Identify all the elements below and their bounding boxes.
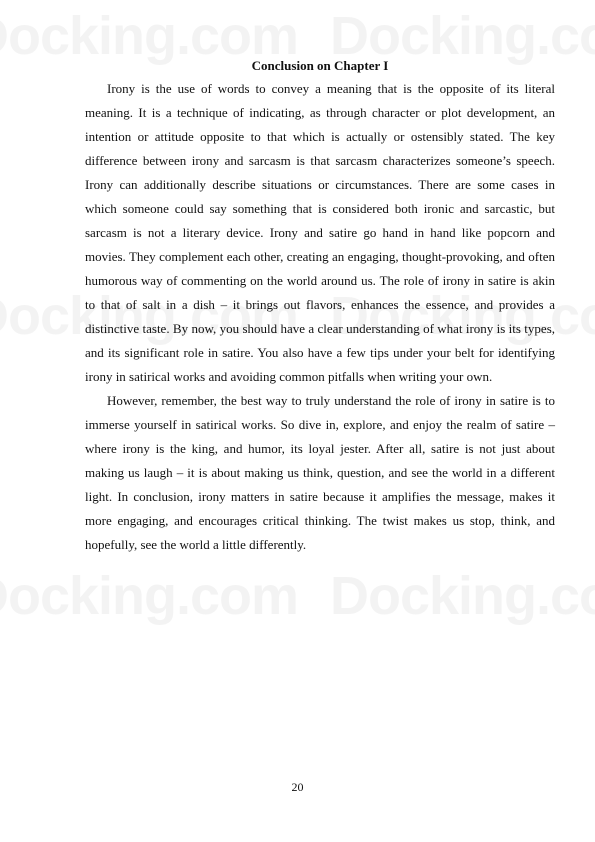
page-body: [85, 56, 555, 557]
watermark: [330, 565, 595, 627]
body-paragraph-1: Irony is the use of words to convey a meaning that is the opposite of its literal meaning. It is a technique of indicating, as through character or plot development, an intention or attitude opposite to that which is actually or ostensibly stated. The key difference between irony and sarcasm is that sarcasm characterizes someone’s speech. Irony can additionally describe situations or circumstances. There are some cases in which someone could say something that is considered both ironic and sarcastic, but sarcasm is not a literary device. Irony and satire go hand in hand like popcorn and movies. They complement each other, creating an engaging, thought-provoking, and often humorous way of commenting on the world around us. The role of irony in satire is akin to that of salt in a dish – it brings out flavors, enhances the essence, and provides a distinctive taste. By now, you should have a clear understanding of what irony is its types, and its significant role in satire. You also have a few tips under your belt for identifying irony in satirical works and avoiding common pitfalls when writing your own.: [85, 81, 555, 384]
chapter-conclusion-heading: Conclusion on Chapter I: [251, 58, 389, 73]
body-paragraph-2: However, remember, the best way to truly understand the role of irony in satire is to immerse yourself in satirical works. So dive in, explore, and enjoy the realm of satire – where irony is the king, and humor, its loyal jester. After all, satire is not just about making us laugh – it is about making us think, question, and see the world in a different light. In conclusion, irony matters in satire because it amplifies the message, makes it more engaging, and encourages critical thinking. The twist makes us stop, think, and hopefully, see the world a little differently.: [85, 393, 555, 552]
watermark: [0, 565, 298, 627]
page-number: 20: [291, 780, 304, 794]
